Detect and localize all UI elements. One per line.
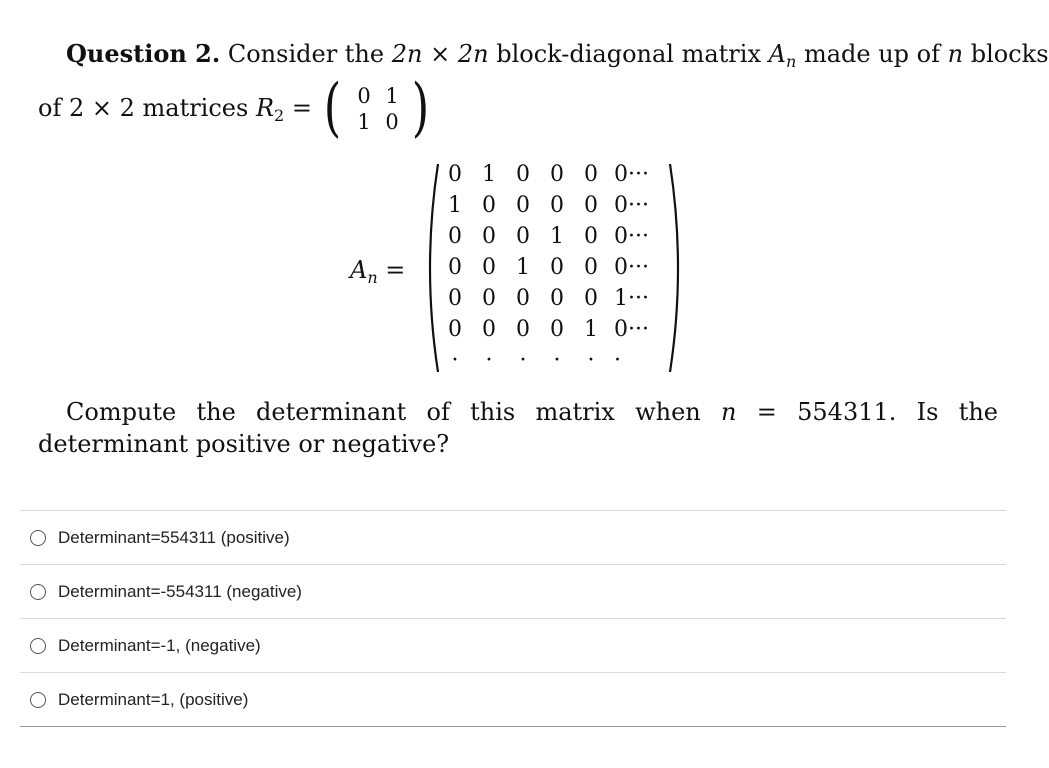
matrix-cell: · [519, 348, 527, 373]
matrix-cell: 0 [516, 317, 530, 342]
matrix-cell: 1 [482, 162, 496, 187]
small-matrix-cell: 1 [385, 84, 399, 108]
matrix-cell: · [553, 348, 561, 373]
matrix-cell: · [451, 348, 459, 373]
option-label: Determinant=1, (positive) [58, 689, 249, 709]
radio-button-icon[interactable] [30, 692, 46, 708]
question-text-end: made up of [803, 40, 940, 68]
matrix-cell: 0 [584, 224, 598, 249]
matrix-cell: 0 [482, 255, 496, 280]
option-2[interactable] [20, 565, 1006, 619]
matrix-cell: · [485, 348, 493, 373]
matrix-cell: 0 [482, 286, 496, 311]
question-text-middle: block-diagonal matrix [496, 40, 761, 68]
matrix-cell: · [614, 348, 621, 373]
matrix-cell: 0 [448, 162, 462, 187]
matrix-cell: 1 [516, 255, 530, 280]
matrix-cell: 0 [584, 255, 598, 280]
option-label: Determinant=-1, (negative) [58, 635, 261, 655]
matrix-cell: 0 [482, 317, 496, 342]
matrix-cell: 1 [550, 224, 564, 249]
answer-options [20, 510, 1006, 727]
dimension-expression: 2n × 2n [391, 40, 489, 68]
big-matrix-label: $A_n$ = [350, 256, 406, 287]
matrix-cell: 1 [448, 193, 462, 218]
option-3[interactable] [20, 619, 1006, 673]
matrix-cell: 0 [584, 193, 598, 218]
block-equals: = [291, 94, 312, 122]
matrix-cell: · [587, 348, 595, 373]
n-variable: n [947, 40, 964, 68]
matrix-cell: 0 [584, 162, 598, 187]
option-label: Determinant=-554311 (negative) [58, 581, 302, 601]
question-title: Question 2. [66, 39, 221, 68]
question-line-2 [38, 71, 998, 145]
small-matrix-grid [350, 80, 406, 132]
big-left-paren [430, 164, 438, 372]
matrix-cell: 1··· [614, 286, 649, 311]
small-matrix-cell: 1 [357, 110, 371, 134]
matrix-cell: 0 [550, 162, 564, 187]
matrix-cell: 0 [584, 286, 598, 311]
matrix-cell: 0 [448, 317, 462, 342]
matrix-cell: 0··· [614, 162, 649, 187]
option-4[interactable] [20, 673, 1006, 727]
matrix-cell: 0 [516, 224, 530, 249]
matrix-cell: 0 [516, 193, 530, 218]
big-matrix-grid [438, 162, 672, 379]
matrix-cell: 0··· [614, 193, 649, 218]
matrix-cell: 0 [482, 224, 496, 249]
left-paren: ( [323, 71, 342, 145]
matrix-cell: 0 [550, 317, 564, 342]
radio-button-icon[interactable] [30, 638, 46, 654]
question-block [38, 38, 1049, 145]
radio-button-icon[interactable] [30, 584, 46, 600]
matrix-cell: 1 [584, 317, 598, 342]
matrix-cell: 0 [516, 286, 530, 311]
matrix-cell: 0 [448, 286, 462, 311]
question-line-1 [38, 38, 1049, 78]
small-matrix-cell: 0 [385, 110, 399, 134]
matrix-name: $A_n$ [768, 40, 797, 71]
right-paren: ) [411, 71, 430, 145]
matrix-cell: 0··· [614, 224, 649, 249]
question-line-2-text: of 2 × 2 matrices $R_2$ = [38, 94, 312, 125]
option-1[interactable] [20, 511, 1006, 565]
prompt-text: Compute the determinant of this matrix when n = 554311. Is the determinant positive or negative? [38, 398, 998, 458]
radio-button-icon[interactable] [30, 530, 46, 546]
option-label: Determinant=554311 (positive) [58, 527, 290, 547]
matrix-cell: 0 [550, 193, 564, 218]
small-matrix-cell: 0 [357, 84, 371, 108]
prompt [38, 396, 998, 460]
small-matrix-r2 [310, 71, 440, 148]
matrix-cell: 0 [516, 162, 530, 187]
matrix-cell: 0 [448, 224, 462, 249]
matrix-cell: 0 [550, 286, 564, 311]
matrix-cell: 0 [448, 255, 462, 280]
matrix-cell: 0 [550, 255, 564, 280]
matrix-cell: 0··· [614, 317, 649, 342]
matrix-cell: 0 [482, 193, 496, 218]
matrix-cell: 0··· [614, 255, 649, 280]
big-matrix [350, 158, 690, 378]
question-text-start: Consider the [227, 40, 385, 68]
question-text-tail: blocks [970, 40, 1049, 68]
block-name: $R_2$ [255, 94, 285, 125]
